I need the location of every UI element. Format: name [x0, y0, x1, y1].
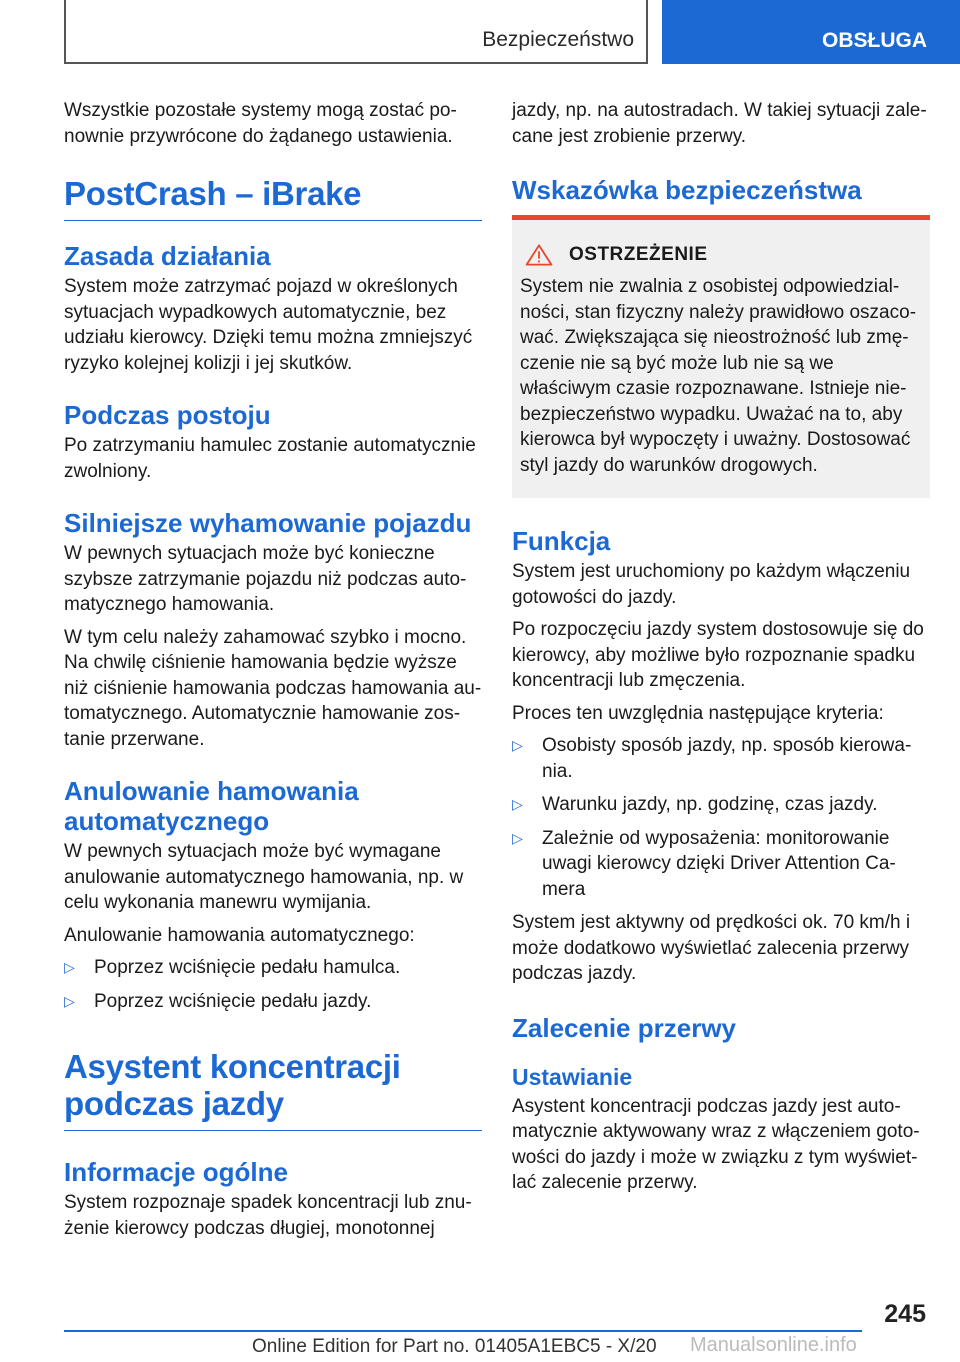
paragraph-funkcja-4: System jest aktywny od prędkości ok. 70 km/h i może dodatkowo wyświetlać zalecenia przerwy podczas jazdy.: [512, 912, 911, 984]
list-item: ▷ Zależnie od wyposażenia: monitorowanie uwagi kierowcy dzięki Driver Attention Camera: [512, 827, 896, 900]
list-item: ▷ Osobisty sposób jazdy, np. sposób kierowania.: [512, 735, 912, 782]
warning-title: OSTRZEŻENIE: [569, 244, 708, 265]
paragraph-continued: jazdy, np. na autostradach. W takiej sytuacji zalecane jest zrobienie przerwy.: [512, 100, 927, 147]
bullet-list-anulowanie: [64, 955, 482, 1014]
paragraph-funkcja-1: System jest uruchomiony po każdym włączeniu gotowości do jazdy.: [512, 561, 911, 608]
warning-triangle-icon: [524, 244, 554, 266]
paragraph-funkcja-2: Po rozpoczęciu jazdy system dostosowuje się do kierowcy, aby możliwe było rozpoznanie spadku koncentracji lub zmęczenia.: [512, 619, 924, 691]
page-number: 245: [884, 1300, 926, 1328]
paragraph-silniejsze-2: W tym celu należy zahamować szybko i mocno. Na chwilę ciśnienie hamowania będzie wyższe niż ciśnienie hamowania podczas hamowania automatycznego. Automatycznie hamowanie zostanie przerwane.: [64, 626, 482, 750]
heading-informacje: Informacje ogólne: [64, 1157, 288, 1187]
heading-wskazowka: Wskazówka bezpieczeństwa: [512, 175, 862, 205]
list-item: ▷ Poprzez wciśnięcie pedału hamulca.: [64, 955, 482, 981]
header-chapter-tab[interactable]: [662, 0, 960, 64]
warning-title-row: [520, 244, 922, 266]
heading-ustawianie: Ustawianie: [512, 1063, 633, 1090]
footer-divider: [64, 1330, 862, 1332]
footer-watermark: Manualsonline.info: [690, 1334, 857, 1356]
triangle-right-icon: ▷: [512, 796, 523, 812]
footer-edition: Online Edition for Part no. 01405A1EBC5 - X/20: [252, 1336, 657, 1357]
heading-zasada: Zasada działania: [64, 241, 271, 271]
heading-asystent: Asystent koncentracji podczas jazdy: [64, 1048, 482, 1131]
triangle-right-icon: ▷: [512, 737, 523, 753]
paragraph-anulowanie-2: Anulowanie hamowania automatycznego:: [64, 924, 415, 946]
triangle-right-icon: ▷: [64, 992, 75, 1009]
right-column: [512, 98, 930, 1203]
heading-anulowanie: Anulowanie hamowania automatycznego: [64, 776, 359, 836]
header-section-box: [64, 0, 648, 64]
triangle-right-icon: ▷: [64, 959, 75, 975]
heading-postcrash: PostCrash – iBrake: [64, 175, 482, 221]
paragraph-silniejsze-1: W pewnych sytuacjach może być konieczne szybsze zatrzymanie pojazdu niż podczas automatycznego hamowania.: [64, 543, 467, 615]
warning-box: [512, 220, 930, 498]
header-section-title: Bezpieczeństwo: [482, 28, 634, 51]
warning-text: System nie zwalnia z osobistej odpowiedzialności, stan fizyczny należy prawidłowo oszacować. Zwiększająca się nieostrożność lub zmęczenie nie są być może lub nie są we właściwym czasie rozpoznawane. Istnieje niebezpieczeństwo wypadku. Uważać na to, aby kierowca był wypoczęty i uważny. Dostosować styl jazdy do warunków drogowych.: [520, 276, 917, 476]
header-chapter-title: OBSŁUGA: [822, 29, 927, 52]
intro-paragraph: Wszystkie pozostałe systemy mogą zostać ponownie przywrócone do żądanego ustawienia.: [64, 100, 457, 147]
paragraph-ustawianie: Asystent koncentracji podczas jazdy jest automatycznie aktywowany wraz z włączeniem gotowości do jazdy i może w związku z tym wyświetlać zalecenie przerwy.: [512, 1095, 920, 1193]
paragraph-funkcja-3: Proces ten uwzględnia następujące kryteria:: [512, 702, 884, 724]
heading-silniejsze: Silniejsze wyhamowanie pojazdu: [64, 508, 472, 538]
paragraph-zasada: System może zatrzymać pojazd w określonych sytuacjach wypadkowych automatycznie, bez udziału kierowcy. Dzięki temu można zmniejszyć ryzyko kolejnej kolizji i jej skutków.: [64, 276, 473, 374]
left-column: [64, 98, 482, 1248]
list-item: ▷ Warunku jazdy, np. godzinę, czas jazdy.: [512, 792, 930, 818]
paragraph-informacje: System rozpoznaje spadek koncentracji lub znużenie kierowcy podczas długiej, monotonnej: [64, 1192, 472, 1239]
paragraph-postoj: Po zatrzymaniu hamulec zostanie automatycznie zwolniony.: [64, 435, 476, 482]
heading-postoj: Podczas postoju: [64, 400, 271, 430]
heading-zalecenie: Zalecenie przerwy: [512, 1012, 736, 1043]
bullet-list-kryteria: [512, 733, 930, 902]
triangle-right-icon: ▷: [512, 829, 523, 846]
heading-funkcja: Funkcja: [512, 526, 611, 556]
list-item: ▷ Poprzez wciśnięcie pedału jazdy.: [64, 989, 482, 1015]
paragraph-anulowanie-1: W pewnych sytuacjach może być wymagane anulowanie automatycznego hamowania, np. w celu wykonania manewru wymijania.: [64, 841, 464, 913]
